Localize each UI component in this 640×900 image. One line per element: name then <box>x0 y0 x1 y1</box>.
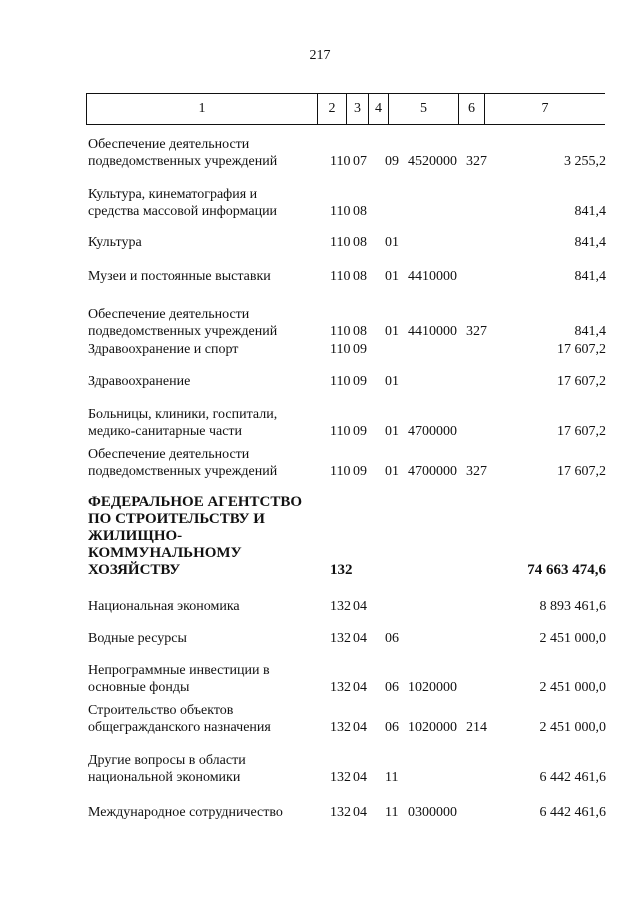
table-row <box>0 446 640 480</box>
row-code-c2: 132 <box>330 680 351 695</box>
row-name <box>88 373 190 390</box>
row-code-c3: 04 <box>353 680 367 695</box>
row-code-c5: 4410000 <box>408 269 457 284</box>
row-code-c4: 01 <box>385 235 399 250</box>
row-code-c2: 110 <box>330 342 351 357</box>
row-code-c3: 08 <box>353 324 367 339</box>
table-row <box>0 136 640 170</box>
table-row <box>0 234 640 251</box>
row-code-c2: 110 <box>330 204 351 219</box>
row-code-c2: 110 <box>330 154 351 169</box>
row-code-c2: 110 <box>330 374 351 389</box>
row-name-line: подведомственных учреждений <box>88 154 278 169</box>
row-name <box>88 406 277 440</box>
row-code-c3: 04 <box>353 805 367 820</box>
row-name-line: Непрограммные инвестиции в <box>88 663 270 678</box>
row-amount: 841,4 <box>574 204 606 219</box>
row-code-c5: 0300000 <box>408 805 457 820</box>
row-code-c2: 110 <box>330 424 351 439</box>
row-code-c4: 11 <box>385 805 399 820</box>
row-amount: 6 442 461,6 <box>539 770 606 785</box>
row-amount: 6 442 461,6 <box>539 805 606 820</box>
row-name-line: Международное сотрудничество <box>88 805 283 820</box>
row-amount: 3 255,2 <box>564 154 606 169</box>
row-name <box>88 186 277 220</box>
row-name-line: Больницы, клиники, госпитали, <box>88 407 278 422</box>
row-amount: 74 663 474,6 <box>527 562 606 578</box>
row-name-line: подведомственных учреждений <box>88 324 278 339</box>
row-code-c3: 07 <box>353 154 367 169</box>
row-code-c4: 01 <box>385 464 399 479</box>
row-code-c6: 327 <box>466 154 487 169</box>
row-name <box>88 268 271 285</box>
row-code-c2: 110 <box>330 235 351 250</box>
row-code-c3: 08 <box>353 235 367 250</box>
row-name <box>88 804 283 821</box>
row-name-line: Строительство объектов <box>88 703 234 718</box>
row-code-c3: 09 <box>353 424 367 439</box>
row-code-c6: 214 <box>466 720 487 735</box>
row-name <box>88 136 277 170</box>
header-col-4: 4 <box>368 94 388 124</box>
row-code-c4: 06 <box>385 720 399 735</box>
row-code-c5: 4700000 <box>408 464 457 479</box>
header-col-3: 3 <box>346 94 368 124</box>
table-row <box>0 804 640 821</box>
row-name-line: Обеспечение деятельности <box>88 447 250 462</box>
row-code-c2: 110 <box>330 324 351 339</box>
table-row <box>0 752 640 786</box>
row-code-c6: 327 <box>466 464 487 479</box>
row-code-c5: 4410000 <box>408 324 457 339</box>
row-code-c4: 06 <box>385 631 399 646</box>
row-amount: 17 607,2 <box>557 374 606 389</box>
row-code-c3: 09 <box>353 342 367 357</box>
row-name-line: Здравоохранение <box>88 374 191 389</box>
row-name-line: национальной экономики <box>88 770 241 785</box>
row-code-c6: 327 <box>466 324 487 339</box>
table-row <box>0 373 640 390</box>
row-code-c2: 132 <box>330 770 351 785</box>
row-code-c2: 132 <box>330 720 351 735</box>
row-name <box>88 306 277 340</box>
row-code-c2: 110 <box>330 464 351 479</box>
row-name-line: основные фонды <box>88 680 190 695</box>
row-name-line: Здравоохранение и спорт <box>88 342 239 357</box>
row-code-c4: 01 <box>385 269 399 284</box>
row-amount: 2 451 000,0 <box>539 680 606 695</box>
row-name <box>88 752 246 786</box>
table-row <box>0 702 640 736</box>
row-code-c3: 09 <box>353 464 367 479</box>
row-name-line: медико-санитарные части <box>88 424 243 439</box>
row-name-line: ФЕДЕРАЛЬНОЕ АГЕНТСТВО <box>88 494 303 510</box>
row-amount: 841,4 <box>574 269 606 284</box>
row-code-c2: 132 <box>330 562 353 578</box>
row-amount: 17 607,2 <box>557 464 606 479</box>
row-code-c4: 01 <box>385 374 399 389</box>
table-row <box>0 268 640 285</box>
table-row <box>0 630 640 647</box>
row-code-c3: 04 <box>353 631 367 646</box>
row-code-c5: 4520000 <box>408 154 457 169</box>
row-amount: 17 607,2 <box>557 424 606 439</box>
row-code-c3: 04 <box>353 770 367 785</box>
table-row <box>0 406 640 440</box>
row-code-c3: 04 <box>353 720 367 735</box>
row-code-c2: 132 <box>330 805 351 820</box>
page-number: 217 <box>309 48 331 63</box>
row-code-c3: 08 <box>353 269 367 284</box>
table-row <box>0 341 640 358</box>
row-code-c5: 1020000 <box>408 720 457 735</box>
row-code-c4: 09 <box>385 154 399 169</box>
row-name <box>88 598 240 615</box>
row-name <box>88 446 277 480</box>
row-name-line: Музеи и постоянные выставки <box>88 269 271 284</box>
row-code-c4: 06 <box>385 680 399 695</box>
row-amount: 8 893 461,6 <box>539 599 606 614</box>
row-amount: 841,4 <box>574 235 606 250</box>
row-name-line: Обеспечение деятельности <box>88 137 250 152</box>
row-name-line: подведомственных учреждений <box>88 464 278 479</box>
row-name-line: Культура, кинематография и <box>88 187 258 202</box>
row-code-c2: 132 <box>330 631 351 646</box>
row-name-line: КОММУНАЛЬНОМУ <box>88 545 242 561</box>
row-code-c3: 04 <box>353 599 367 614</box>
row-name-line: ЖИЛИЩНО- <box>88 528 183 544</box>
row-code-c2: 132 <box>330 599 351 614</box>
row-name-line: средства массовой информации <box>88 204 278 219</box>
row-code-c3: 09 <box>353 374 367 389</box>
header-col-5: 5 <box>388 94 458 124</box>
header-col-2: 2 <box>317 94 346 124</box>
row-name <box>88 630 187 647</box>
row-code-c5: 4700000 <box>408 424 457 439</box>
row-code-c4: 11 <box>385 770 399 785</box>
row-code-c4: 01 <box>385 324 399 339</box>
row-name <box>88 234 142 251</box>
row-name <box>88 341 238 358</box>
row-name <box>88 662 270 696</box>
header-col-7: 7 <box>484 94 605 124</box>
header-col-6: 6 <box>458 94 484 124</box>
table-row <box>0 186 640 220</box>
row-code-c2: 110 <box>330 269 351 284</box>
row-code-c3: 08 <box>353 204 367 219</box>
row-name-line: Национальная экономика <box>88 599 240 614</box>
row-name-line: ПО СТРОИТЕЛЬСТВУ И <box>88 511 265 527</box>
row-amount: 2 451 000,0 <box>539 720 606 735</box>
row-code-c5: 1020000 <box>408 680 457 695</box>
row-amount: 841,4 <box>574 324 606 339</box>
table-row <box>0 662 640 696</box>
row-amount: 2 451 000,0 <box>539 631 606 646</box>
row-name-line: Другие вопросы в области <box>88 753 246 768</box>
row-name-line: Обеспечение деятельности <box>88 307 250 322</box>
row-name-line: ХОЗЯЙСТВУ <box>88 562 181 578</box>
row-code-c4: 01 <box>385 424 399 439</box>
row-name <box>88 702 271 736</box>
table-row <box>0 494 640 579</box>
row-name-line: Культура <box>88 235 142 250</box>
row-name-line: Водные ресурсы <box>88 631 187 646</box>
table-row <box>0 306 640 340</box>
row-name-line: общегражданского назначения <box>88 720 271 735</box>
table-row <box>0 598 640 615</box>
header-col-1: 1 <box>86 94 317 124</box>
row-name <box>88 494 302 579</box>
row-amount: 17 607,2 <box>557 342 606 357</box>
